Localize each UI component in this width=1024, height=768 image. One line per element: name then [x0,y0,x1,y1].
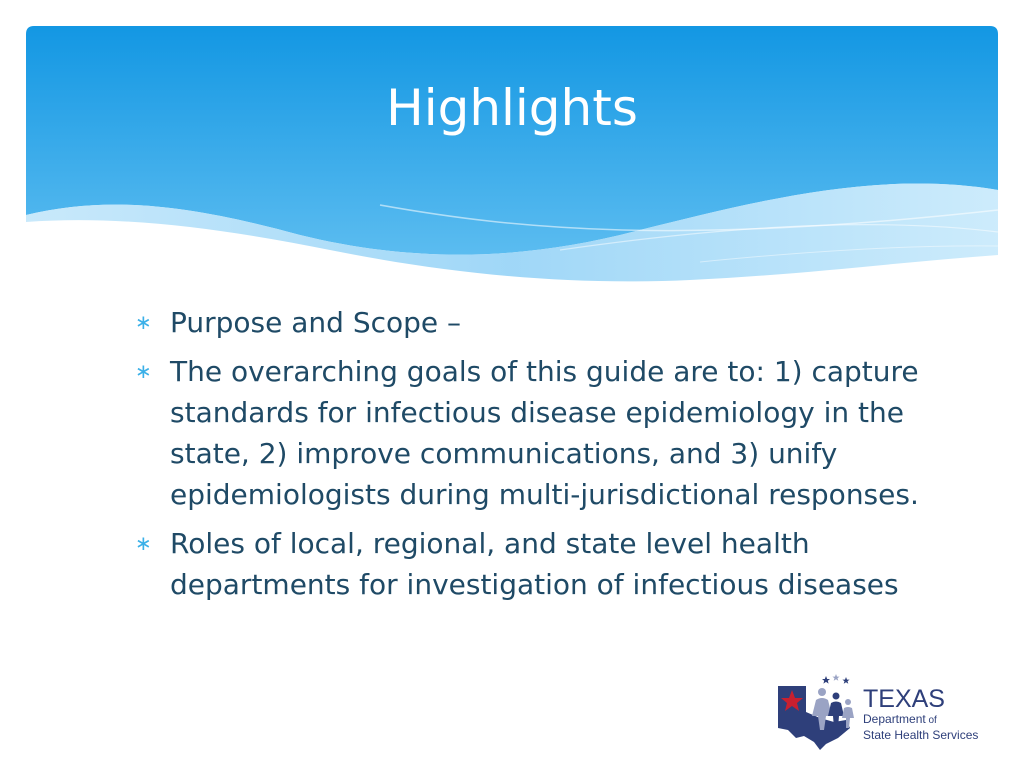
bullet-text: The overarching goals of this guide are to: 1) capture standards for infectious disease epidemiology in the state, 2) improve communications, and 3) unify epidemiologists during multi-jurisdictional responses. [170,355,919,511]
bullet-text: Roles of local, regional, and state level health departments for investigation of infectious diseases [170,527,899,601]
bullet-item-goals [135,351,935,515]
bullet-asterisk-icon: ∗ [135,531,152,555]
texas-state-emblem-icon [776,672,862,752]
bullet-item-purpose [135,302,935,343]
texas-dshs-logo [776,672,986,752]
header-banner [0,0,1024,300]
logo-department-line [863,712,978,728]
logo-state-health-services-text: State Health Services [863,728,979,742]
slide-title: Highlights [386,79,638,137]
bullet-asterisk-icon: ∗ [135,359,152,383]
logo-department-text: Department [863,712,926,726]
bullet-text: Purpose and Scope – [170,306,462,339]
bullet-asterisk-icon: ∗ [135,310,152,334]
bullet-list [135,302,935,613]
logo-of-text: of [925,715,937,726]
logo-texas-text: TEXAS [863,685,945,713]
logo-wordmark [863,686,978,743]
bullet-item-roles [135,523,935,605]
